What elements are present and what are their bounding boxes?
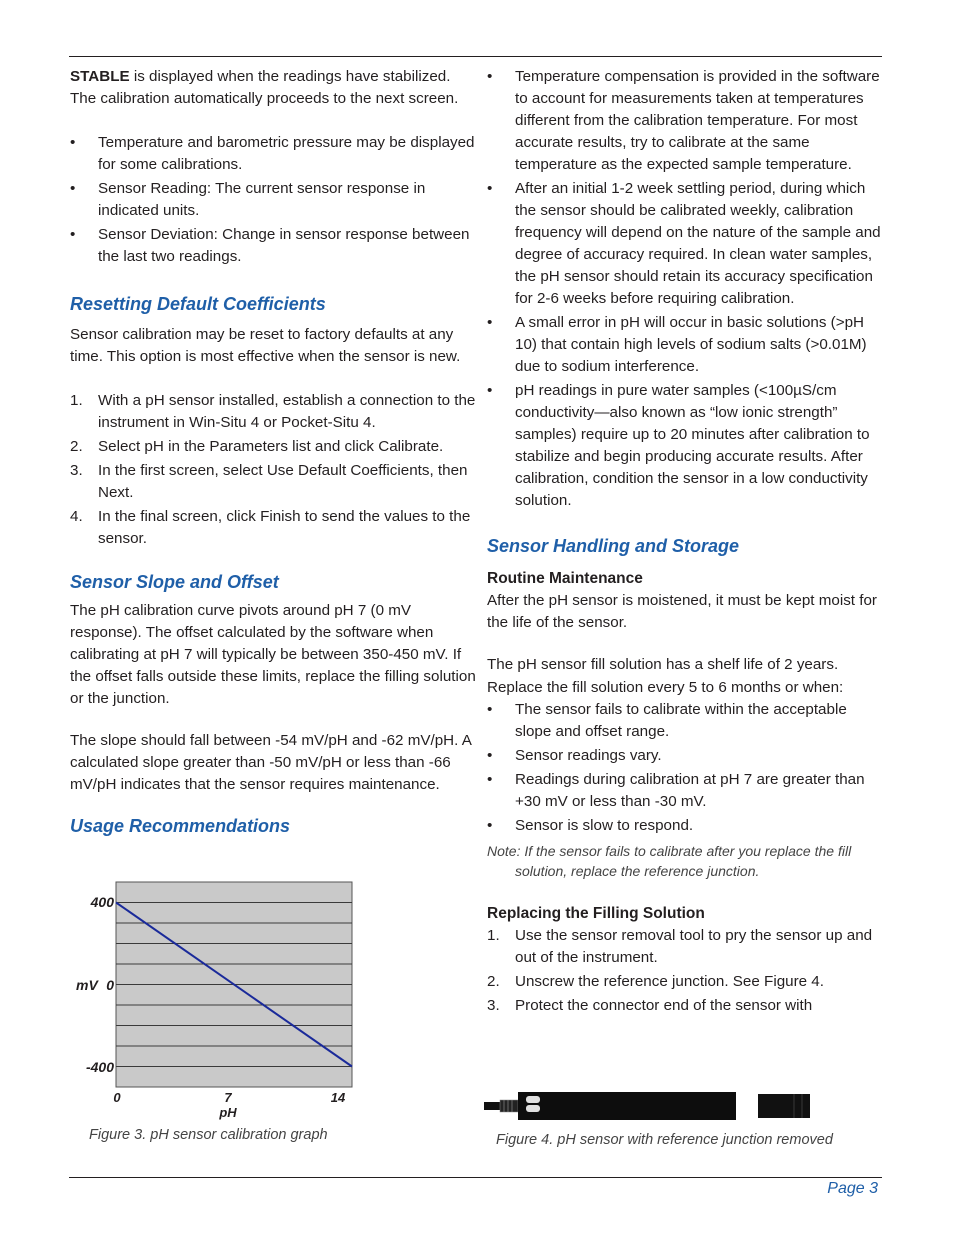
right-column — [487, 66, 885, 1019]
x-tick-14: 14 — [330, 1090, 346, 1105]
stable-keyword: STABLE — [70, 68, 130, 85]
bullet-marker: • — [487, 180, 493, 197]
bullet-marker: • — [487, 747, 493, 764]
y-axis-label: mV — [76, 977, 98, 993]
x-axis-label: pH — [219, 1105, 237, 1120]
heading-resetting-coefficients: Resetting Default Coefficients — [70, 294, 326, 314]
calibration-chart — [70, 875, 370, 1125]
stable-paragraph — [70, 66, 480, 110]
list-item: 2. Unscrew the reference junction. See Figure 4. — [487, 973, 824, 990]
list-item: 1. Use the sensor removal tool to pry the sensor up and out of the instrument. — [487, 927, 873, 966]
note — [487, 841, 885, 881]
x-tick-0: 0 — [113, 1090, 121, 1105]
bullet-marker: • — [487, 817, 493, 834]
y-tick-400: 400 — [90, 894, 114, 910]
figure-4-caption: Figure 4. pH sensor with reference junction removed — [496, 1132, 833, 1148]
list-item: • Sensor Reading: The current sensor response in indicated units. — [70, 180, 426, 219]
list-item: • Sensor readings vary. — [487, 745, 885, 767]
page-number: Page 3 — [827, 1180, 878, 1197]
list-item: 2. Select pH in the Parameters list and click Calibrate. — [70, 438, 444, 455]
list-item: • The sensor fails to calibrate within the acceptable slope and offset range. — [487, 701, 847, 740]
note-line-2: solution, replace the reference junction. — [515, 863, 760, 879]
list-item: • A small error in pH will occur in basic solutions (>pH 10) that contain high levels of sodium salts (>0.01M) due to sodium interference. — [487, 314, 867, 375]
heading-replacing-filling-solution: Replacing the Filling Solution — [487, 905, 705, 922]
reset-paragraph: Sensor calibration may be reset to factory defaults at any time. This option is most effective when the sensor is new. — [70, 326, 461, 365]
list-item: • pH readings in pure water samples (<100µS/cm conductivity—also known as “low ionic strength” samples) require up to 20 minutes after calibration to stabilize and begin producing accurate results. After calibration, condition the sensor in a low conductivity solution. — [487, 382, 870, 509]
replace-steps-list — [487, 925, 885, 1017]
bullet-marker: • — [487, 68, 493, 85]
bottom-rule — [69, 1177, 882, 1178]
list-item: • Readings during calibration at pH 7 are greater than +30 mV or less than -30 mV. — [487, 771, 865, 810]
list-item: • After an initial 1-2 week settling period, during which the sensor should be calibrated weekly, calibration frequency will depend on the nature of the sample and degree of accuracy required. In clean water samples, the pH sensor should retain its accuracy specification for 2-6 weeks before requiring calibration. — [487, 180, 881, 307]
list-item: 3. In the first screen, select Use Default Coefficients, then Next. — [70, 462, 468, 501]
stable-text: is displayed when the readings have stabilized. The calibration automatically proceeds to the next screen. — [70, 68, 459, 107]
list-item: • Sensor Deviation: Change in sensor response between the last two readings. — [70, 226, 470, 265]
sensor-figure — [484, 1090, 814, 1122]
bullet-marker: • — [70, 134, 76, 151]
figure-3-caption: Figure 3. pH sensor calibration graph — [89, 1127, 328, 1143]
fill-paragraph: The pH sensor fill solution has a shelf life of 2 years. Replace the fill solution every 5 to 6 months or when: — [487, 656, 844, 696]
heading-slope-offset: Sensor Slope and Offset — [70, 572, 279, 592]
heading-routine-maintenance: Routine Maintenance — [487, 570, 643, 587]
reset-steps-list — [70, 390, 480, 550]
bullet-marker: • — [487, 382, 493, 399]
replace-conditions-list — [487, 699, 885, 837]
list-item: 3. Protect the connector end of the sensor with — [487, 997, 813, 1014]
bullet-marker: • — [70, 226, 76, 243]
chart-svg — [70, 875, 370, 1125]
bullet-marker: • — [487, 314, 493, 331]
note-line-1: Note: If the sensor fails to calibrate after you replace the fill — [487, 843, 852, 859]
list-item: 1. With a pH sensor installed, establish a connection to the instrument in Win-Situ 4 or Pocket-Situ 4. — [70, 392, 476, 431]
bullet-marker: • — [487, 701, 493, 718]
list-item: • Temperature compensation is provided in the software to account for measurements taken at temperatures different from the calibration temperature. For most accurate results, try to calibrate at the same temperature as the expected sample temperature. — [487, 68, 880, 173]
bullet-marker: • — [487, 771, 493, 788]
routine-paragraph: After the pH sensor is moistened, it must be kept moist for the life of the sensor. — [487, 592, 877, 631]
list-item: • Temperature and barometric pressure may be displayed for some calibrations. — [70, 134, 475, 173]
sensor-illustration — [484, 1090, 814, 1122]
x-tick-7: 7 — [224, 1090, 232, 1105]
bullet-marker: • — [70, 180, 76, 197]
heading-usage-recommendations: Usage Recommendations — [70, 816, 291, 836]
top-rule — [69, 56, 882, 57]
heading-sensor-handling: Sensor Handling and Storage — [487, 536, 740, 556]
left-bullet-list — [70, 132, 480, 268]
slope-paragraph-2: The slope should fall between -54 mV/pH and -62 mV/pH. A calculated slope greater than -50 mV/pH or less than -66 mV/pH indicates that the sensor requires maintenance. — [70, 732, 472, 793]
list-item: 4. In the final screen, click Finish to send the values to the sensor. — [70, 508, 471, 547]
y-tick-minus-400: -400 — [85, 1059, 114, 1075]
list-item: • Sensor is slow to respond. — [487, 815, 885, 837]
left-column — [70, 66, 480, 838]
y-tick-0: 0 — [106, 977, 114, 993]
slope-paragraph-1: The pH calibration curve pivots around pH 7 (0 mV response). The offset calculated by the software when calibrating at pH 7 will typically be between 350-450 mV. If the offset falls outside these limits, replace the filling solution or the junction. — [70, 602, 476, 707]
right-bullet-list — [487, 66, 885, 512]
